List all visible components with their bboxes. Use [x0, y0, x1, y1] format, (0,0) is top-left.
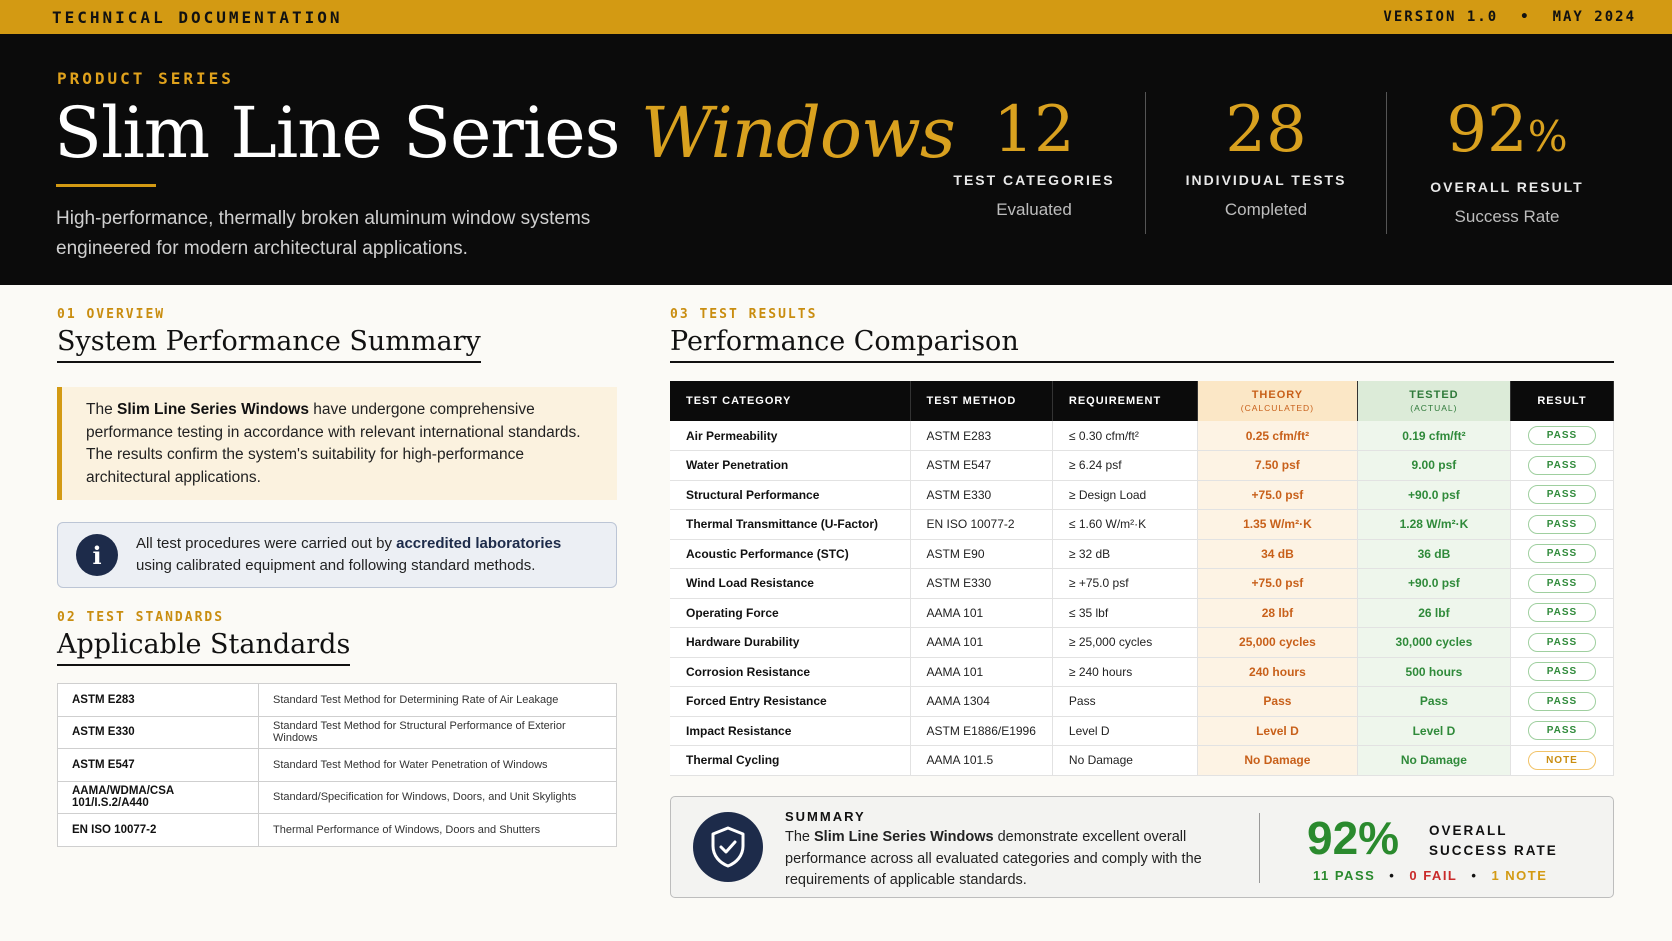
col-header-requirement: REQUIREMENT — [1052, 381, 1197, 421]
standards-table — [57, 683, 617, 847]
theory-value: Level D — [1197, 716, 1357, 746]
standard-code: ASTM E283 — [58, 684, 259, 717]
pass-badge: PASS — [1528, 574, 1596, 593]
overview-section-label: 01 OVERVIEW — [57, 307, 166, 322]
theory-value: 7.50 psf — [1197, 451, 1357, 481]
title-main: Slim Line Series — [54, 92, 641, 174]
info-text: All test procedures were carried out by accredited laboratories using calibrated equipment and following standard methods. — [136, 535, 562, 574]
stat-value: 92% — [1446, 93, 1568, 167]
col-header-result: RESULT — [1510, 381, 1613, 421]
standard-description: Standard Test Method for Determining Rate of Air Leakage — [259, 684, 617, 717]
theory-value: 240 hours — [1197, 657, 1357, 687]
standards-section-title: Applicable Standards — [57, 629, 350, 666]
top-bar — [0, 0, 1672, 34]
test-category: Water Penetration — [670, 451, 910, 481]
test-category: Corrosion Resistance — [670, 657, 910, 687]
result-cell — [1510, 746, 1613, 776]
table-row — [670, 746, 1614, 776]
result-cell — [1510, 480, 1613, 510]
theory-value: 28 lbf — [1197, 598, 1357, 628]
table-row — [670, 421, 1614, 451]
stat-label: OVERALL RESULT — [1430, 179, 1584, 195]
tested-value: No Damage — [1357, 746, 1510, 776]
test-category: Acoustic Performance (STC) — [670, 539, 910, 569]
test-category: Impact Resistance — [670, 716, 910, 746]
title-accent: Windows — [640, 92, 955, 174]
pass-badge: PASS — [1528, 544, 1596, 563]
pass-badge: PASS — [1528, 692, 1596, 711]
test-method: AAMA 101 — [910, 628, 1052, 658]
note-count: 1 NOTE — [1491, 868, 1548, 883]
test-method: AAMA 101 — [910, 657, 1052, 687]
theory-value: Pass — [1197, 687, 1357, 717]
stat-label: INDIVIDUAL TESTS — [1185, 172, 1347, 188]
pass-badge: PASS — [1528, 515, 1596, 534]
test-method: ASTM E90 — [910, 539, 1052, 569]
pass-badge: PASS — [1528, 426, 1596, 445]
version-label: VERSION 1.0 — [1383, 9, 1499, 25]
stat-overall-result — [1387, 94, 1627, 227]
requirement: ≥ 32 dB — [1052, 539, 1197, 569]
standard-description: Thermal Performance of Windows, Doors and Shutters — [259, 814, 617, 847]
requirement: ≤ 35 lbf — [1052, 598, 1197, 628]
result-cell — [1510, 569, 1613, 599]
table-row — [670, 539, 1614, 569]
table-row — [670, 628, 1614, 658]
standard-code: EN ISO 10077-2 — [58, 814, 259, 847]
test-category: Air Permeability — [670, 421, 910, 451]
tested-value: Level D — [1357, 716, 1510, 746]
doc-meta — [1383, 9, 1636, 25]
requirement: ≥ Design Load — [1052, 480, 1197, 510]
col-header-tested: TESTED (ACTUAL) — [1357, 381, 1510, 421]
summary-label: SUMMARY — [785, 809, 866, 824]
standard-description: Standard/Specification for Windows, Doors, and Unit Skylights — [259, 781, 617, 814]
col-header-category: TEST CATEGORY — [670, 381, 910, 421]
test-method: AAMA 101 — [910, 598, 1052, 628]
stat-sub: Success Rate — [1454, 207, 1560, 226]
theory-value: 25,000 cycles — [1197, 628, 1357, 658]
result-cell — [1510, 628, 1613, 658]
tested-value: Pass — [1357, 687, 1510, 717]
doc-type-label: TECHNICAL DOCUMENTATION — [52, 7, 343, 27]
tested-value: +90.0 psf — [1357, 480, 1510, 510]
result-cell — [1510, 657, 1613, 687]
stat-sub: Evaluated — [996, 200, 1072, 219]
result-cell — [1510, 716, 1613, 746]
result-counts — [1313, 868, 1547, 883]
test-method: ASTM E547 — [910, 451, 1052, 481]
test-method: ASTM E330 — [910, 480, 1052, 510]
stat-individual-tests — [1146, 94, 1386, 220]
theory-value: No Damage — [1197, 746, 1357, 776]
result-cell — [1510, 539, 1613, 569]
tested-value: +90.0 psf — [1357, 569, 1510, 599]
test-method: AAMA 101.5 — [910, 746, 1052, 776]
count-separator: • — [1471, 868, 1478, 883]
test-method: AAMA 1304 — [910, 687, 1052, 717]
theory-value: +75.0 psf — [1197, 569, 1357, 599]
summary-panel — [670, 796, 1614, 898]
table-row — [58, 716, 617, 749]
page-title — [54, 92, 955, 174]
result-cell — [1510, 598, 1613, 628]
table-row — [670, 451, 1614, 481]
standard-description: Standard Test Method for Water Penetration of Windows — [259, 749, 617, 782]
tested-value: 9.00 psf — [1357, 451, 1510, 481]
requirement: ≤ 0.30 cfm/ft² — [1052, 421, 1197, 451]
summary-text: The Slim Line Series Windows demonstrate excellent overall performance across all evaluated categories and comply with the requirements of applicable standards. — [785, 829, 1202, 888]
theory-value: 1.35 W/m²·K — [1197, 510, 1357, 540]
stat-test-categories — [914, 94, 1154, 220]
table-row — [670, 657, 1614, 687]
stat-value: 12 — [993, 93, 1075, 167]
success-rate-label: OVERALL SUCCESS RATE — [1429, 823, 1558, 858]
test-category: Hardware Durability — [670, 628, 910, 658]
results-section-title: Performance Comparison — [670, 326, 1614, 363]
tested-value: 30,000 cycles — [1357, 628, 1510, 658]
standard-description: Standard Test Method for Structural Performance of Exterior Windows — [259, 716, 617, 749]
pass-badge: PASS — [1528, 662, 1596, 681]
results-section-label: 03 TEST RESULTS — [670, 307, 818, 322]
requirement: No Damage — [1052, 746, 1197, 776]
count-separator: • — [1389, 868, 1396, 883]
test-method: EN ISO 10077-2 — [910, 510, 1052, 540]
table-row — [58, 749, 617, 782]
test-category: Operating Force — [670, 598, 910, 628]
title-underline — [56, 184, 156, 187]
standard-code: AAMA/WDMA/CSA 101/I.S.2/A440 — [58, 781, 259, 814]
pass-count: 11 PASS — [1313, 868, 1376, 883]
overview-callout: The Slim Line Series Windows have undergone comprehensive performance testing in accordance with relevant international standards. The results confirm the system's suitability for high-performance architectural applications. — [57, 387, 617, 500]
standard-code: ASTM E547 — [58, 749, 259, 782]
table-row — [670, 598, 1614, 628]
hero-subtitle: High-performance, thermally broken aluminum window systems engineered for modern architectural applications. — [56, 208, 591, 259]
test-method: ASTM E283 — [910, 421, 1052, 451]
performance-table — [670, 381, 1614, 776]
test-method: ASTM E1886/E1996 — [910, 716, 1052, 746]
test-category: Forced Entry Resistance — [670, 687, 910, 717]
col-header-theory: THEORY (CALCULATED) — [1197, 381, 1357, 421]
result-cell — [1510, 421, 1613, 451]
tested-value: 36 dB — [1357, 539, 1510, 569]
date-label: MAY 2024 — [1552, 9, 1636, 25]
requirement: ≥ 6.24 psf — [1052, 451, 1197, 481]
shield-check-icon — [693, 812, 763, 882]
col-header-method: TEST METHOD — [910, 381, 1052, 421]
pass-badge: PASS — [1528, 721, 1596, 740]
requirement: ≥ +75.0 psf — [1052, 569, 1197, 599]
summary-divider — [1259, 813, 1260, 883]
test-category: Thermal Cycling — [670, 746, 910, 776]
result-cell — [1510, 451, 1613, 481]
test-category: Wind Load Resistance — [670, 569, 910, 599]
requirement: Pass — [1052, 687, 1197, 717]
table-row — [58, 781, 617, 814]
table-row — [58, 684, 617, 717]
success-rate-value: 92% — [1307, 812, 1400, 864]
standard-code: ASTM E330 — [58, 716, 259, 749]
stat-sub: Completed — [1224, 200, 1308, 219]
tested-value: 0.19 cfm/ft² — [1357, 421, 1510, 451]
requirement: ≥ 25,000 cycles — [1052, 628, 1197, 658]
tested-value: 500 hours — [1357, 657, 1510, 687]
overview-section-title: System Performance Summary — [57, 326, 481, 363]
fail-count: 0 FAIL — [1409, 868, 1458, 883]
product-name: Slim Line Series Windows — [117, 401, 309, 418]
standards-section-label: 02 TEST STANDARDS — [57, 610, 225, 625]
table-row — [670, 510, 1614, 540]
test-category: Thermal Transmittance (U-Factor) — [670, 510, 910, 540]
test-method: ASTM E330 — [910, 569, 1052, 599]
theory-value: 0.25 cfm/ft² — [1197, 421, 1357, 451]
result-cell — [1510, 510, 1613, 540]
pass-badge: PASS — [1528, 633, 1596, 652]
table-row — [58, 814, 617, 847]
meta-separator: • — [1520, 9, 1531, 25]
pass-badge: PASS — [1528, 603, 1596, 622]
table-row — [670, 687, 1614, 717]
tested-value: 26 lbf — [1357, 598, 1510, 628]
stat-label: TEST CATEGORIES — [953, 172, 1115, 188]
series-label: PRODUCT SERIES — [57, 69, 234, 88]
test-category: Structural Performance — [670, 480, 910, 510]
requirement: ≤ 1.60 W/m²·K — [1052, 510, 1197, 540]
tested-value: 1.28 W/m²·K — [1357, 510, 1510, 540]
pass-badge: PASS — [1528, 485, 1596, 504]
result-cell — [1510, 687, 1613, 717]
hero-banner — [0, 34, 1672, 285]
requirement: Level D — [1052, 716, 1197, 746]
requirement: ≥ 240 hours — [1052, 657, 1197, 687]
table-header-row — [670, 381, 1614, 421]
info-note — [57, 522, 617, 588]
stat-value: 28 — [1225, 93, 1307, 167]
table-row — [670, 569, 1614, 599]
table-row — [670, 480, 1614, 510]
pass-badge: PASS — [1528, 456, 1596, 475]
table-row — [670, 716, 1614, 746]
theory-value: +75.0 psf — [1197, 480, 1357, 510]
theory-value: 34 dB — [1197, 539, 1357, 569]
note-badge: NOTE — [1528, 751, 1596, 770]
info-icon: i — [76, 534, 118, 576]
